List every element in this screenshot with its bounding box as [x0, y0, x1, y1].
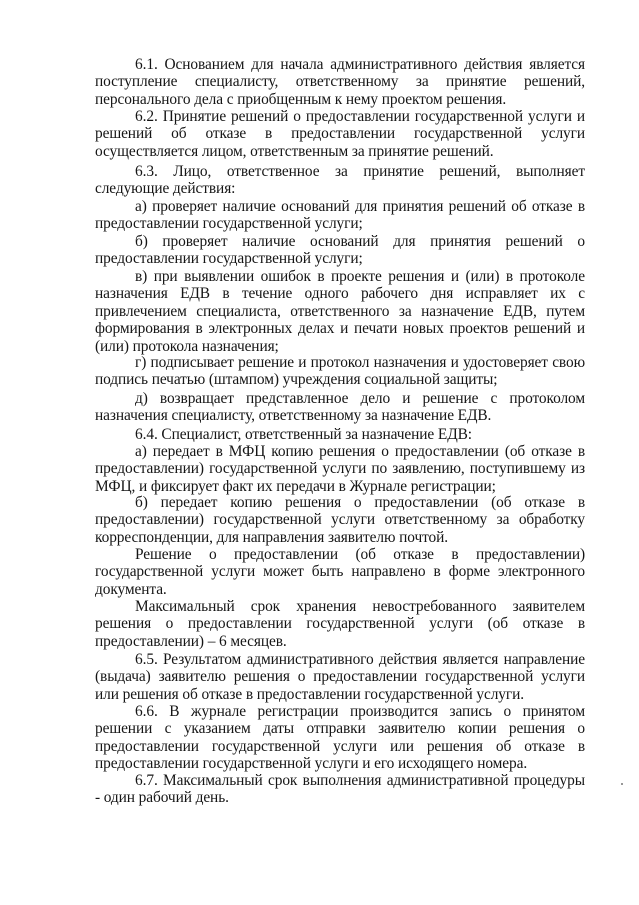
- paragraph-6-1: 6.1. Основанием для начала административного действия является поступление специалисту, ответственному за принятие решений, персонального дела с приобщенным к нему проектом решения.: [95, 56, 585, 108]
- paragraph-6-2: 6.2. Принятие решений о предоставлении государственной услуги и решений об отказе в предоставлении государственной услуги осуществляется лицом, ответственным за принятие решений.: [95, 108, 585, 160]
- paragraph-decision-electronic: Решение о предоставлении (об отказе в предоставлении) государственной услуги может быть направлено в форме электронного документа.: [95, 546, 585, 598]
- paragraph-6-3: 6.3. Лицо, ответственное за принятие решений, выполняет следующие действия:: [95, 163, 585, 198]
- paragraph-6-4-a: а) передает в МФЦ копию решения о предоставлении (об отказе в предоставлении) государственной услуги по заявлению, поступившему из МФЦ, и фиксирует факт их передачи в Журнале регистрации;: [95, 443, 585, 495]
- paragraph-6-6: 6.6. В журнале регистрации производится запись о принятом решении с указанием даты отправки заявителю копии решения о предоставлении государственной услуги или решения об отказе в предоставлении государственной услуги и его исходящего номера.: [95, 703, 585, 773]
- paragraph-6-3-d: д) возвращает представленное дело и решение с протоколом назначения специалисту, ответственному за назначение ЕДВ.: [95, 390, 585, 425]
- paragraph-6-3-b: б) проверяет наличие оснований для принятия решений о предоставлении государственной услуги;: [95, 233, 585, 268]
- paragraph-6-7: 6.7. Максимальный срок выполнения административной процедуры - один рабочий день.: [95, 772, 585, 807]
- paragraph-6-3-g: г) подписывает решение и протокол назначения и удостоверяет свою подпись печатью (штампом) учреждения социальной защиты;: [95, 354, 585, 389]
- paragraph-6-4-b: б) передает копию решения о предоставлении (об отказе в предоставлении) государственной услуги ответственному за обработку корреспонденции, для направления заявителю почтой.: [95, 494, 585, 546]
- paragraph-6-4: 6.4. Специалист, ответственный за назначение ЕДВ:: [135, 426, 472, 443]
- scan-speck: [621, 783, 623, 785]
- paragraph-6-3-v: в) при выявлении ошибок в проекте решения и (или) в протоколе назначения ЕДВ в течение одного рабочего дня исправляет их с привлечением специалиста, ответственного за назначение ЕДВ, путем формирования в электронных делах и печати новых проектов решений и (или) протокола назначения;: [95, 268, 585, 355]
- paragraph-6-5: 6.5. Результатом административного действия является направление (выдача) заявителю решения о предоставлении государственной услуги или решения об отказе в предоставлении государственной услуги.: [95, 651, 585, 703]
- paragraph-6-3-a: а) проверяет наличие оснований для принятия решений об отказе в предоставлении государственной услуги;: [95, 198, 585, 233]
- paragraph-storage-term: Максимальный срок хранения невостребованного заявителем решения о предоставлении государственной услуги (об отказе в предоставлении) – 6 месяцев.: [95, 598, 585, 650]
